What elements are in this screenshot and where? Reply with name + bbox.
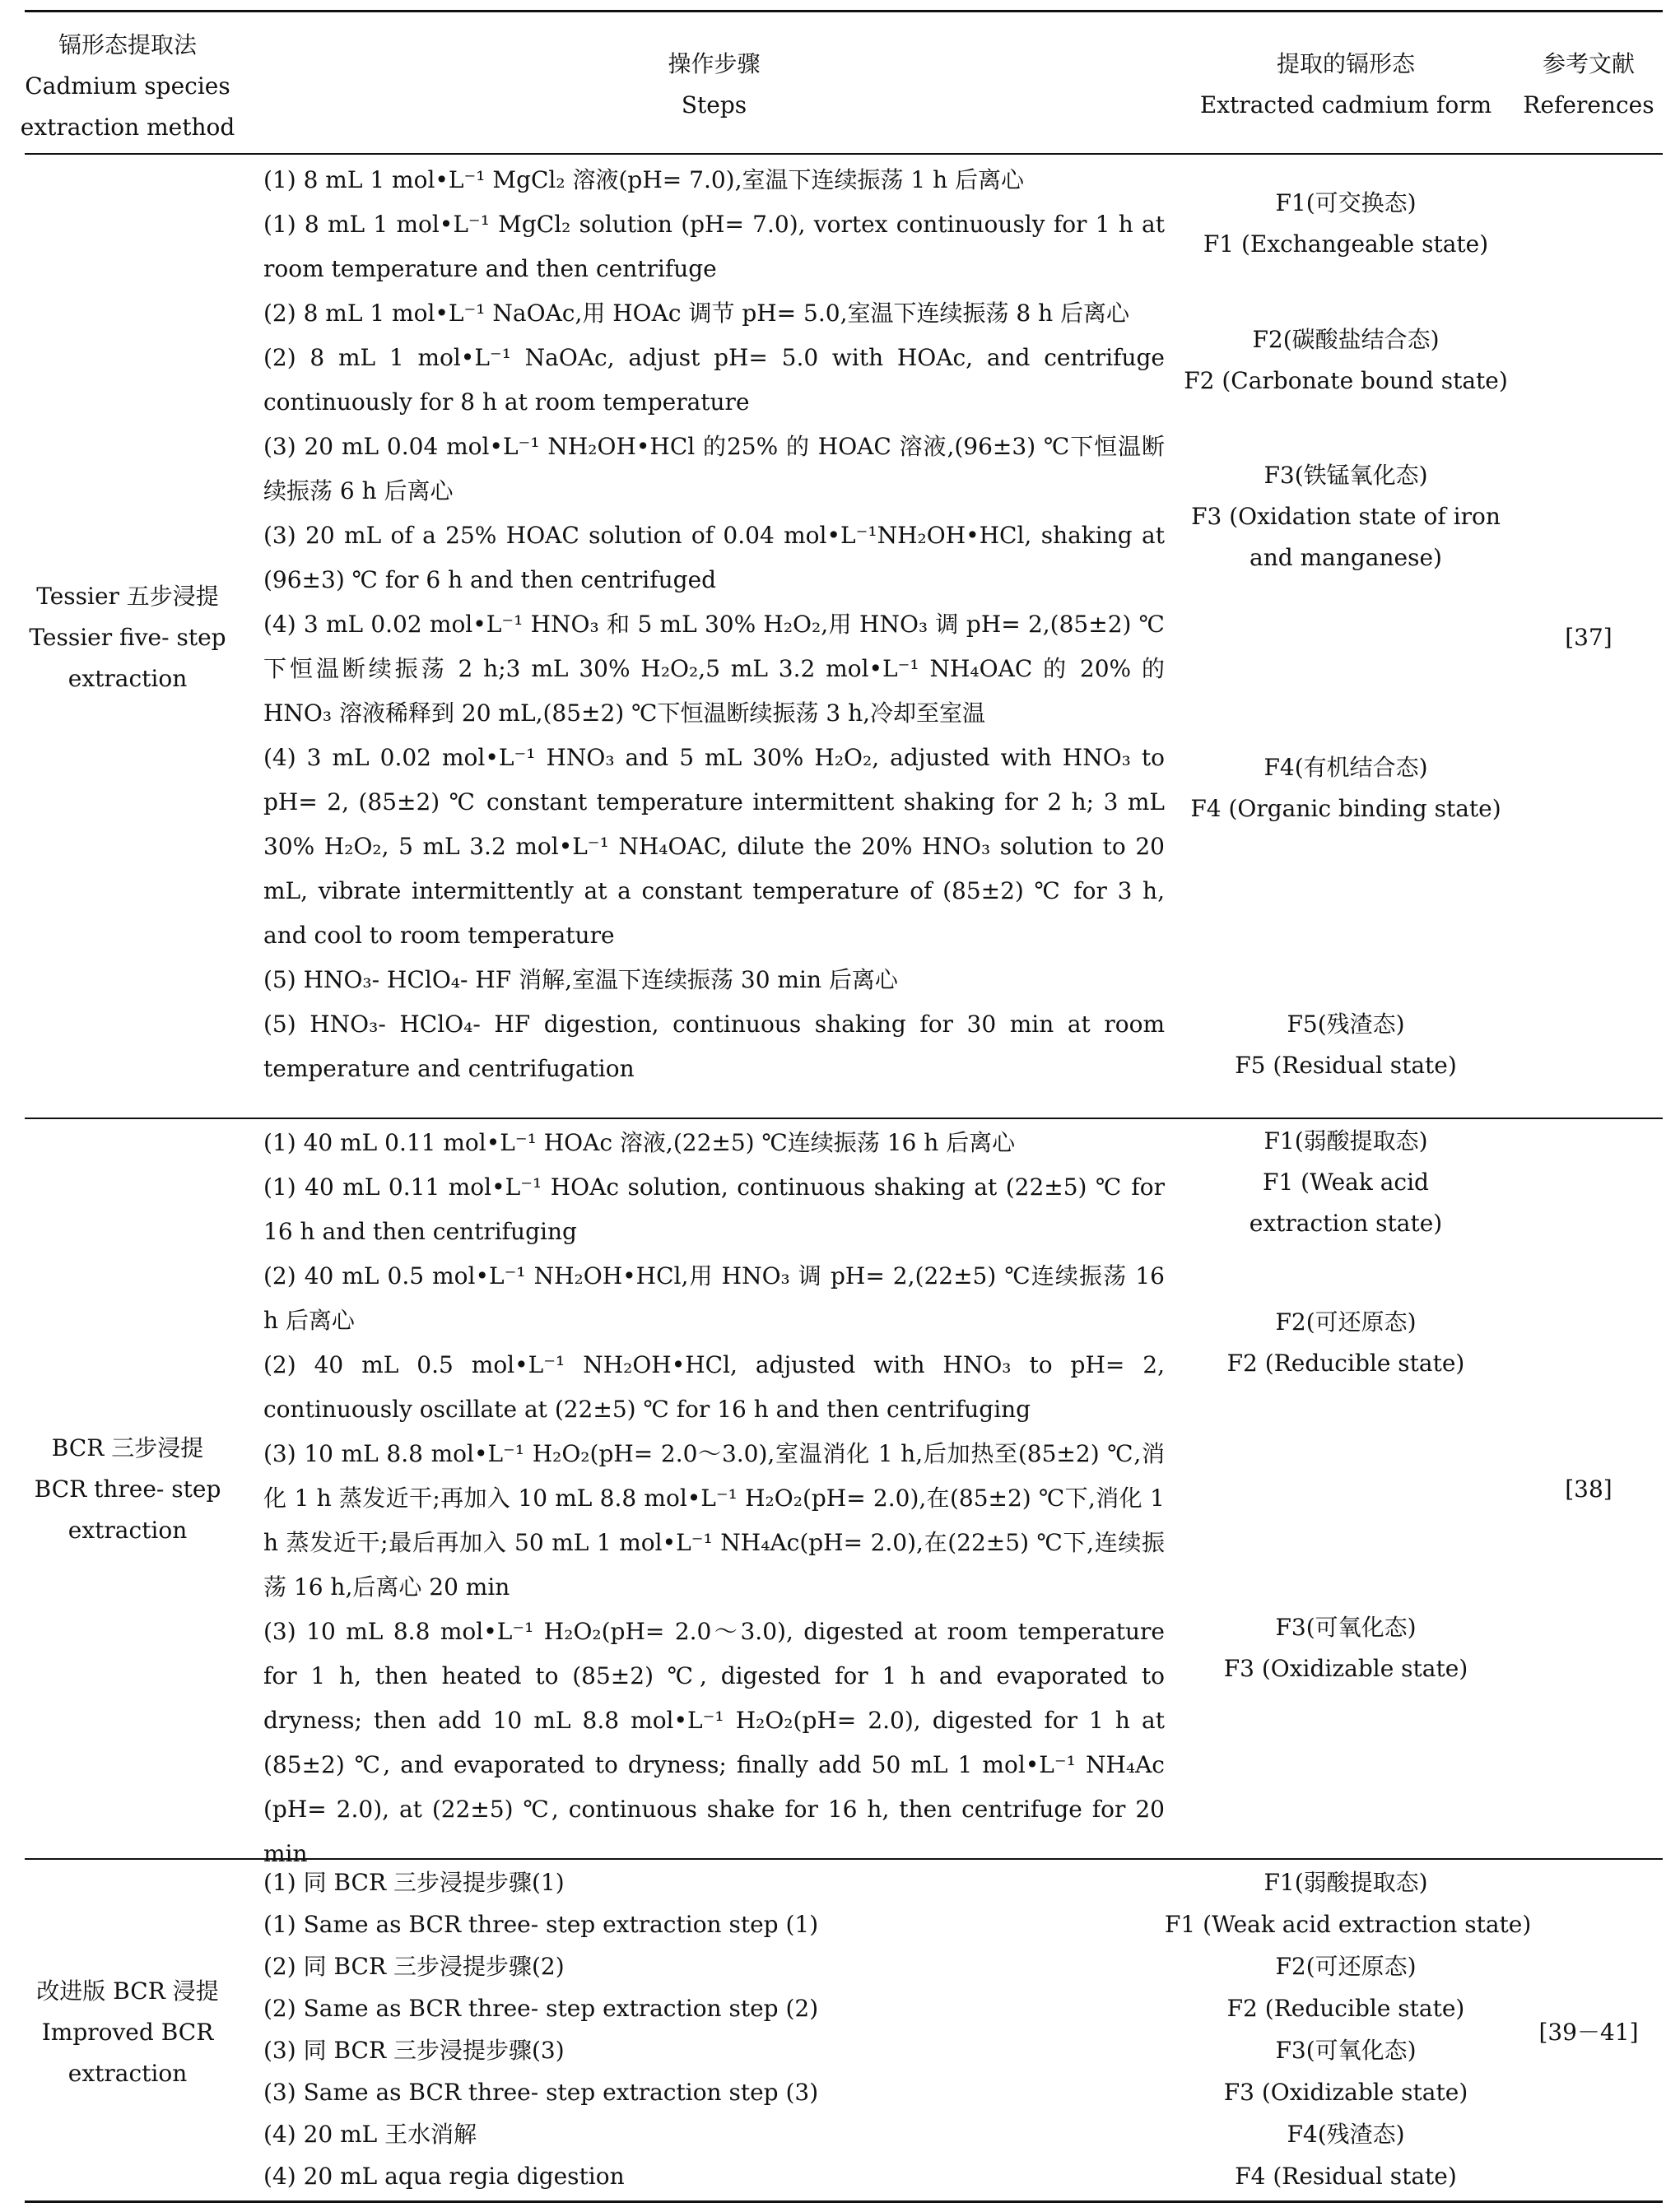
header-ref: 参考文献 References (1523, 50, 1654, 118)
ref-bcr: [38] (1565, 1475, 1612, 1503)
method-bcr: BCR 三步浸提 BCR three- step extraction (34, 1434, 221, 1544)
header-method: 镉形态提取法 Cadmium species extraction method (20, 31, 235, 141)
form-tessier-f4: F4(有机结合态) F4 (Organic binding state) (1190, 754, 1501, 822)
step-text: (1) 8 mL 1 mol•L⁻¹ MgCl₂ 溶液(pH= 7.0),室温下连续振荡 1 h 后离心 (263, 166, 1025, 193)
form-bcr-f1: F1(弱酸提取态) F1 (Weak acid extraction state) (1249, 1127, 1443, 1237)
form-tessier-f2: F2(碳酸盐结合态) F2 (Carbonate bound state) (1184, 326, 1508, 394)
form-tessier-f5: F5(残渣态) F5 (Residual state) (1235, 1011, 1457, 1079)
method-improved-bcr: 改进版 BCR 浸提 Improved BCR extraction (36, 1977, 219, 2087)
form-improved-f4: F4(残渣态) F4 (Residual state) (1235, 2121, 1457, 2190)
step-text: (1) 40 mL 0.11 mol•L⁻¹ HOAc solution, continuous shaking at (22±5) ℃ for 16 h and then centrifuging (263, 1173, 1165, 1245)
step-text: (2) 同 BCR 三步浸提步骤(2) (263, 1953, 565, 1980)
method-tessier: Tessier 五步浸提 Tessier five- step extraction (29, 583, 226, 692)
top-rule (25, 10, 1663, 12)
form-improved-f3: F3(可氧化态) F3 (Oxidizable state) (1223, 2037, 1468, 2106)
form-tessier-f1: F1(可交换态) F1 (Exchangeable state) (1203, 189, 1489, 258)
section-rule-1 (25, 1118, 1663, 1119)
ref-tessier: [37] (1565, 624, 1612, 651)
step-text: (1) Same as BCR three- step extraction step (1) (263, 1911, 819, 1938)
form-bcr-f2: F2(可还原态) F2 (Reducible state) (1226, 1308, 1465, 1377)
step-text: (1) 40 mL 0.11 mol•L⁻¹ HOAc 溶液,(22±5) ℃连续振荡 16 h 后离心 (263, 1129, 1016, 1156)
step-text: (3) 20 mL 0.04 mol•L⁻¹ NH₂OH•HCl 的25% 的 HOAC 溶液,(96±3) ℃下恒温断续振荡 6 h 后离心 (263, 433, 1165, 504)
step-text: (3) Same as BCR three- step extraction step (3) (263, 2079, 819, 2106)
step-text: (3) 10 mL 8.8 mol•L⁻¹ H₂O₂(pH= 2.0～3.0), digested at room temperature for 1 h, then heated to (85±2) ℃, digested for 1 h and evaporated to dryness; then add 10 mL 8.8 mol•L⁻¹ H₂O₂(pH= 2.0), digested for 1 h at (85±2) ℃, and evaporated to dryness; finally add 50 mL 1 mol•L⁻¹ NH₄Ac (pH= 2.0), at (22±5) ℃, continuous shake for 16 h, then centrifuge for 20 min (263, 1618, 1165, 1867)
step-text: (1) 同 BCR 三步浸提步骤(1) (263, 1869, 565, 1896)
step-text: (3) 10 mL 8.8 mol•L⁻¹ H₂O₂(pH= 2.0～3.0),室温消化 1 h,后加热至(85±2) ℃,消化 1 h 蒸发近干;再加入 10 mL 8.8 mol•L⁻¹ H₂O₂(pH= 2.0),在(85±2) ℃下,消化 1 h 蒸发近干;最后再加入 50 mL 1 mol•L⁻¹ NH₄Ac(pH= 2.0),在(22±5) ℃下,连续振荡 16 h,后离心 20 min (263, 1440, 1165, 1601)
ref-improved-bcr: [39－41] (1538, 2019, 1639, 2046)
form-tessier-f3: F3(铁锰氧化态) F3 (Oxidation state of iron and manganese) (1191, 462, 1501, 571)
step-text: (2) 8 mL 1 mol•L⁻¹ NaOAc,用 HOAc 调节 pH= 5.0,室温下连续振荡 8 h 后离心 (263, 300, 1130, 327)
step-text: (4) 20 mL aqua regia digestion (263, 2163, 625, 2190)
step-text: (4) 20 mL 王水消解 (263, 2121, 477, 2148)
steps-tessier (263, 158, 1165, 1091)
header-form: 提取的镉形态 Extracted cadmium form (1199, 50, 1492, 118)
step-text: (2) 40 mL 0.5 mol•L⁻¹ NH₂OH•HCl,用 HNO₃ 调 pH= 2,(22±5) ℃连续振荡 16 h 后离心 (263, 1262, 1165, 1334)
step-text: (2) 8 mL 1 mol•L⁻¹ NaOAc, adjust pH= 5.0 with HOAc, and centrifuge continuously for 8 h at room temperature (263, 344, 1165, 416)
step-text: (5) HNO₃- HClO₄- HF 消解,室温下连续振荡 30 min 后离心 (263, 966, 898, 993)
form-improved-f1: F1(弱酸提取态) F1 (Weak acid extraction state) (1165, 1869, 1532, 1938)
form-improved-f2: F2(可还原态) F2 (Reducible state) (1226, 1953, 1465, 2022)
step-text: (3) 同 BCR 三步浸提步骤(3) (263, 2037, 565, 2064)
form-bcr-f3: F3(可氧化态) F3 (Oxidizable state) (1223, 1614, 1468, 1682)
steps-improved-bcr (263, 1861, 1165, 2197)
header-rule (25, 153, 1663, 155)
header-steps: 操作步骤 Steps (668, 50, 761, 118)
step-text: (2) Same as BCR three- step extraction step (2) (263, 1995, 819, 2022)
step-text: (3) 20 mL of a 25% HOAC solution of 0.04 mol•L⁻¹NH₂OH•HCl, shaking at (96±3) ℃ for 6 h and then centrifuged (263, 522, 1165, 593)
step-text: (4) 3 mL 0.02 mol•L⁻¹ HNO₃ and 5 mL 30% H₂O₂, adjusted with HNO₃ to pH= 2, (85±2) ℃ constant temperature intermittent shaking for 2 h; 3 mL 30% H₂O₂, 5 mL 3.2 mol•L⁻¹ NH₄OAC, dilute the 20% HNO₃ solution to 20 mL, vibrate intermittently at a constant temperature of (85±2) ℃ for 3 h, and cool to room temperature (263, 744, 1165, 949)
step-text: (5) HNO₃- HClO₄- HF digestion, continuous shaking for 30 min at room temperature and centrifugation (263, 1011, 1165, 1082)
step-text: (1) 8 mL 1 mol•L⁻¹ MgCl₂ solution (pH= 7.0), vortex continuously for 1 h at room temperature and then centrifuge (263, 211, 1165, 282)
steps-bcr (263, 1121, 1165, 1876)
bottom-rule (25, 2200, 1663, 2203)
step-text: (4) 3 mL 0.02 mol•L⁻¹ HNO₃ 和 5 mL 30% H₂O₂,用 HNO₃ 调 pH= 2,(85±2) ℃下恒温断续振荡 2 h;3 mL 30% H₂O₂,5 mL 3.2 mol•L⁻¹ NH₄OAC 的 20% 的 HNO₃ 溶液稀释到 20 mL,(85±2) ℃下恒温断续振荡 3 h,冷却至室温 (263, 611, 1165, 727)
step-text: (2) 40 mL 0.5 mol•L⁻¹ NH₂OH•HCl, adjusted with HNO₃ to pH= 2, continuously oscillate at (22±5) ℃ for 16 h and then centrifuging (263, 1351, 1165, 1423)
